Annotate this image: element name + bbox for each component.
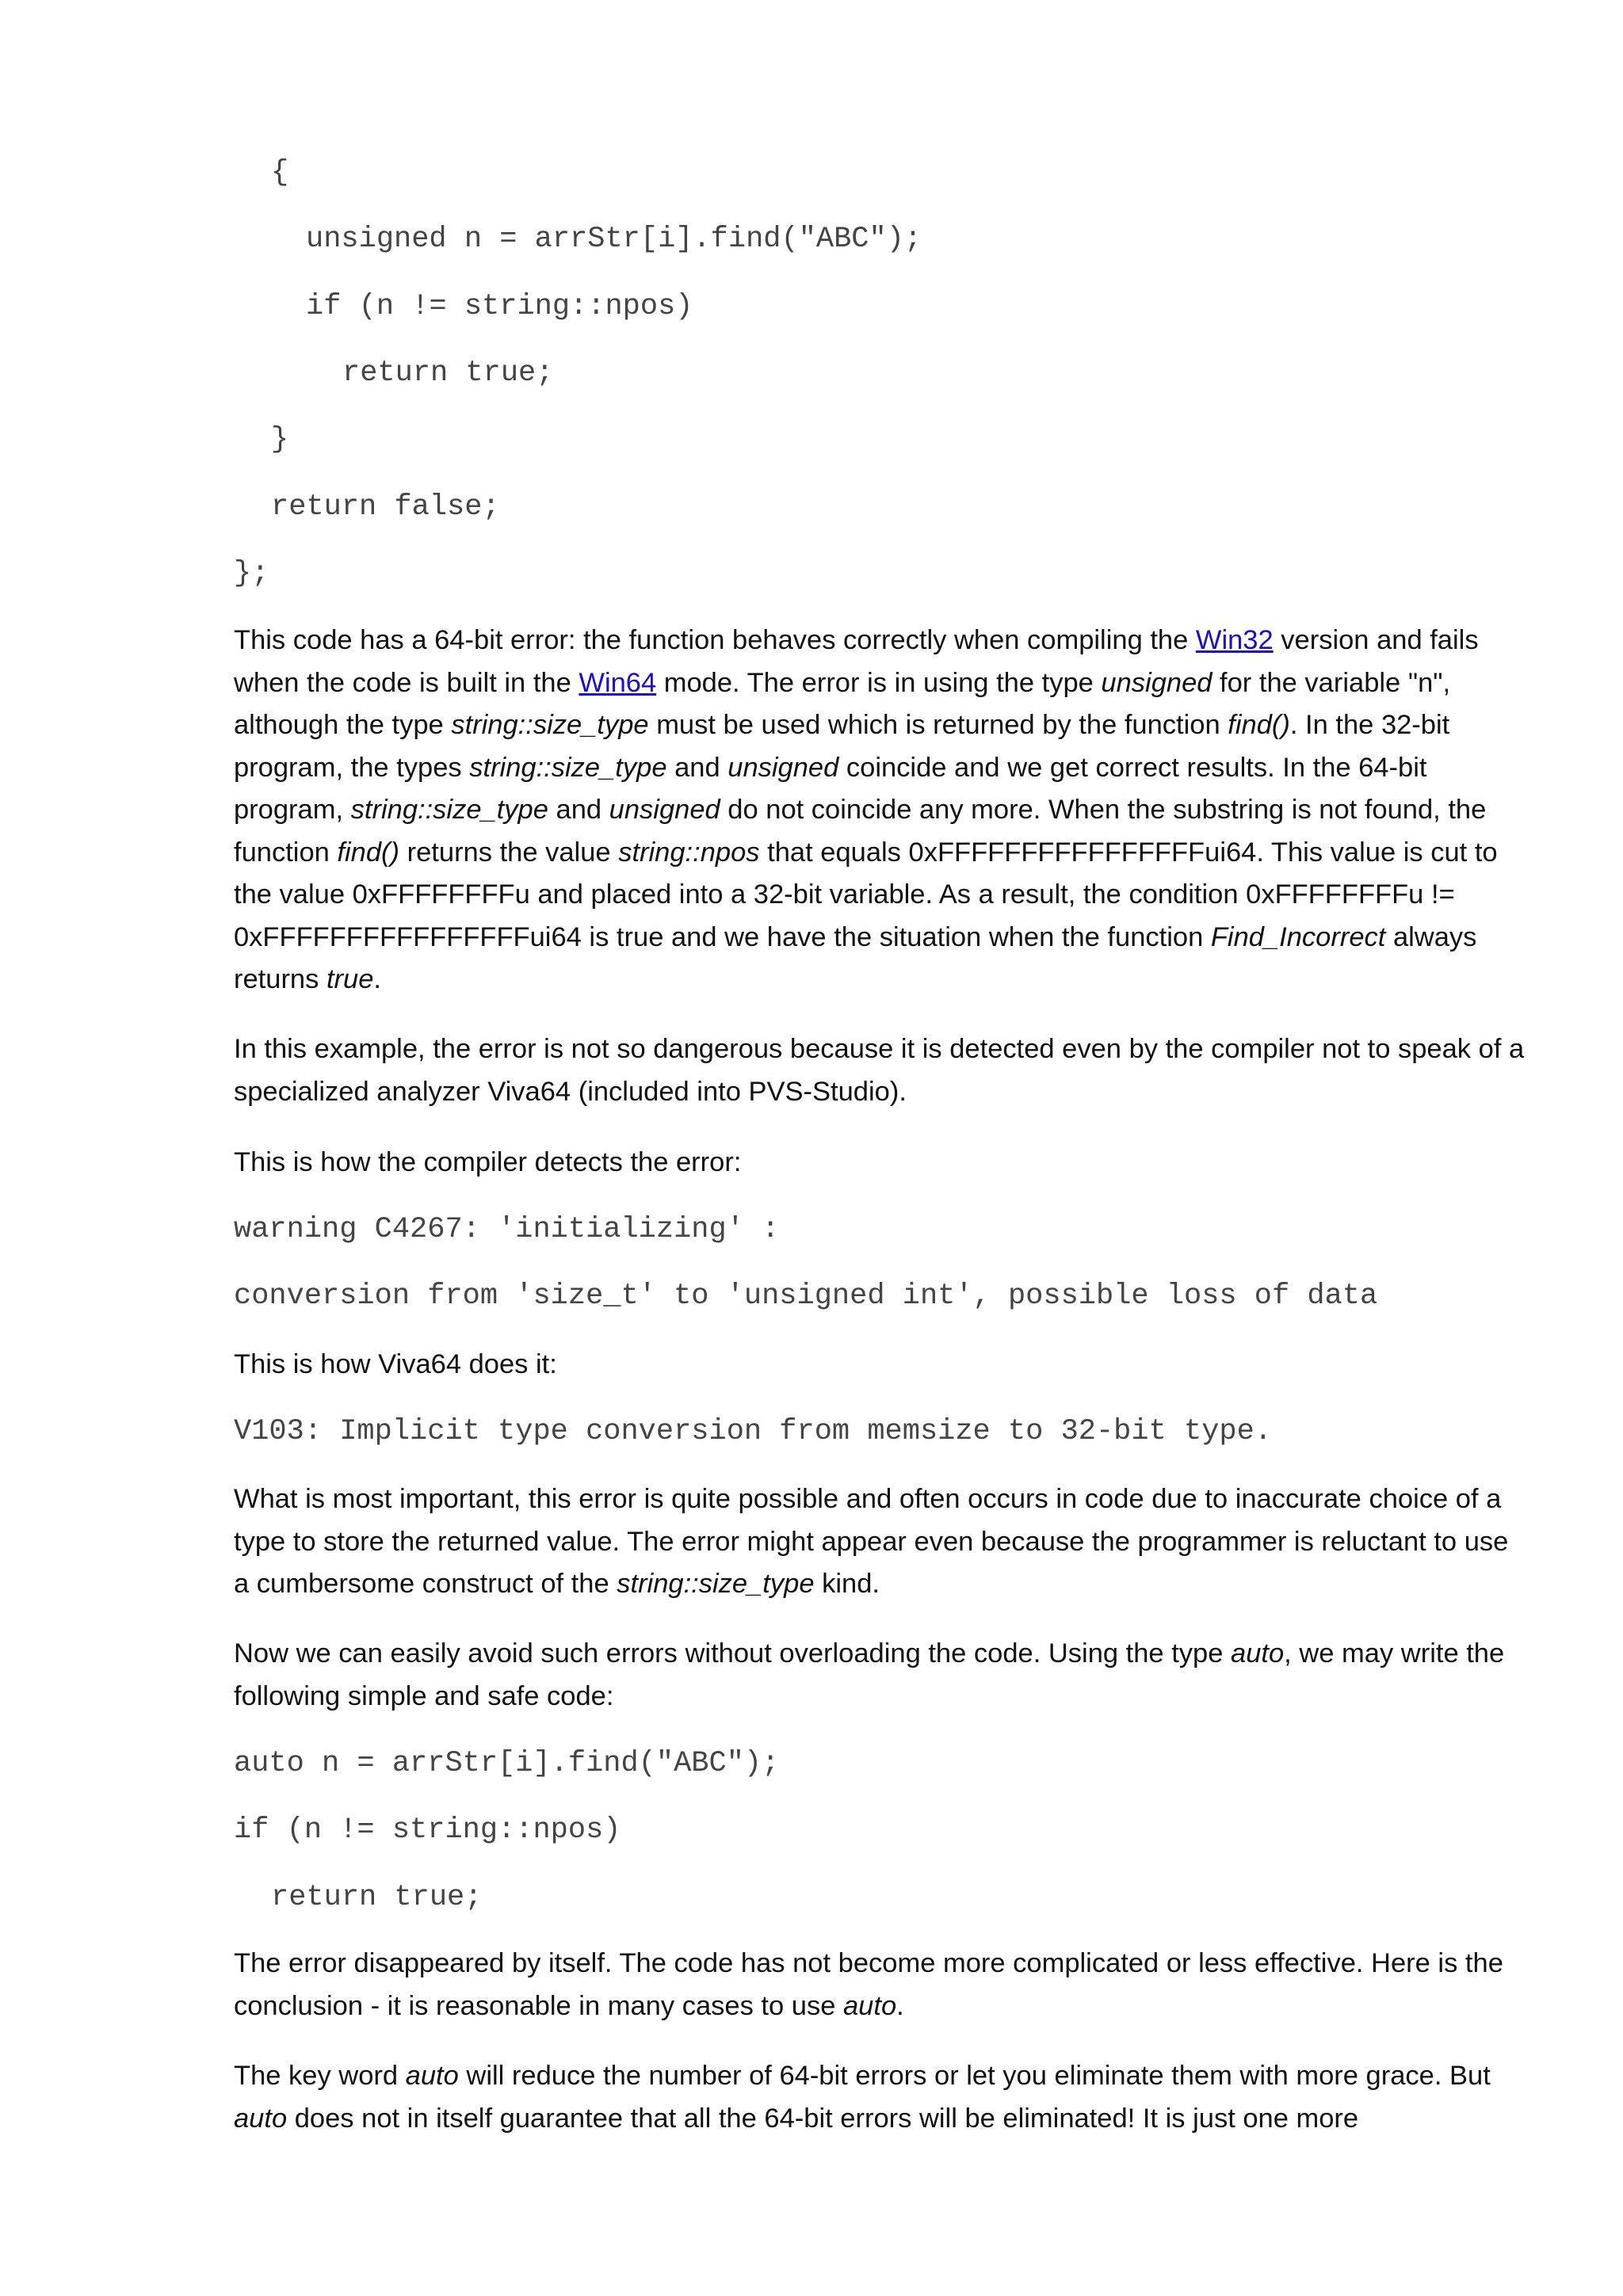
code-line: if (n != string::npos) — [306, 290, 693, 323]
paragraph: The error disappeared by itself. The code has not become more complicated or less effective. Here is the conclusion - it is reasonable in many cases to use auto. — [234, 1948, 1503, 2021]
paragraph: Now we can easily avoid such errors without overloading the code. Using the type auto, we may write the following simple and safe code: — [234, 1638, 1505, 1711]
code-line: { — [271, 156, 289, 189]
paragraph: This is how the compiler detects the error: — [234, 1147, 742, 1177]
code-line: unsigned n = arrStr[i].find("ABC"); — [306, 223, 922, 256]
code-line: warning C4267: 'initializing' : — [234, 1213, 780, 1246]
win32-link[interactable]: Win32 — [1195, 625, 1274, 655]
code-line: return false; — [271, 490, 500, 524]
code-line: } — [271, 423, 289, 456]
code-line: auto n = arrStr[i].find("ABC"); — [234, 1747, 780, 1780]
paragraph: This is how Viva64 does it: — [234, 1349, 557, 1379]
code-line: }; — [234, 557, 269, 590]
win64-link[interactable]: Win64 — [579, 667, 657, 698]
code-line: return true; — [342, 357, 554, 390]
paragraph: The key word auto will reduce the number of 64-bit errors or let you eliminate them with more grace. But auto does not in itself guarantee that all the 64-bit errors will be eliminated! It is just one more — [234, 2061, 1491, 2134]
code-line: conversion from 'size_t' to 'unsigned int', possible loss of data — [234, 1280, 1378, 1313]
code-line: return true; — [271, 1881, 483, 1914]
paragraph: What is most important, this error is quite possible and often occurs in code due to inaccurate choice of a type to store the returned value. The error might appear even because the programmer is reluctant to use a cumbersome construct of the string::size_type kind. — [234, 1484, 1509, 1599]
paragraph: In this example, the error is not so dangerous because it is detected even by the compiler not to speak of a specialized analyzer Viva64 (included into PVS-Studio). — [234, 1034, 1525, 1107]
code-line: if (n != string::npos) — [234, 1814, 621, 1847]
code-line: V103: Implicit type conversion from memsize to 32-bit type. — [234, 1415, 1273, 1448]
paragraph: This code has a 64-bit error: the function behaves correctly when compiling the Win32 version and fails when the code is built in the Win64 mode. The error is in using the type unsigned for the variable "n", although the type string::size_type must be used which is returned by the function find(). In the 32-bit program, the types string::size_type and unsigned coincide and we get correct results. In the 64-bit program, string::size_type and unsigned do not coincide any more. When the substring is not found, the function find() returns the value string::npos that equals 0xFFFFFFFFFFFFFFFFui64. This value is cut to the value 0xFFFFFFFFu and placed into a 32-bit variable. As a result, the condition 0xFFFFFFFFu != 0xFFFFFFFFFFFFFFFFui64 is true and we have the situation when the function Find_Incorrect always returns true. — [234, 625, 1498, 994]
